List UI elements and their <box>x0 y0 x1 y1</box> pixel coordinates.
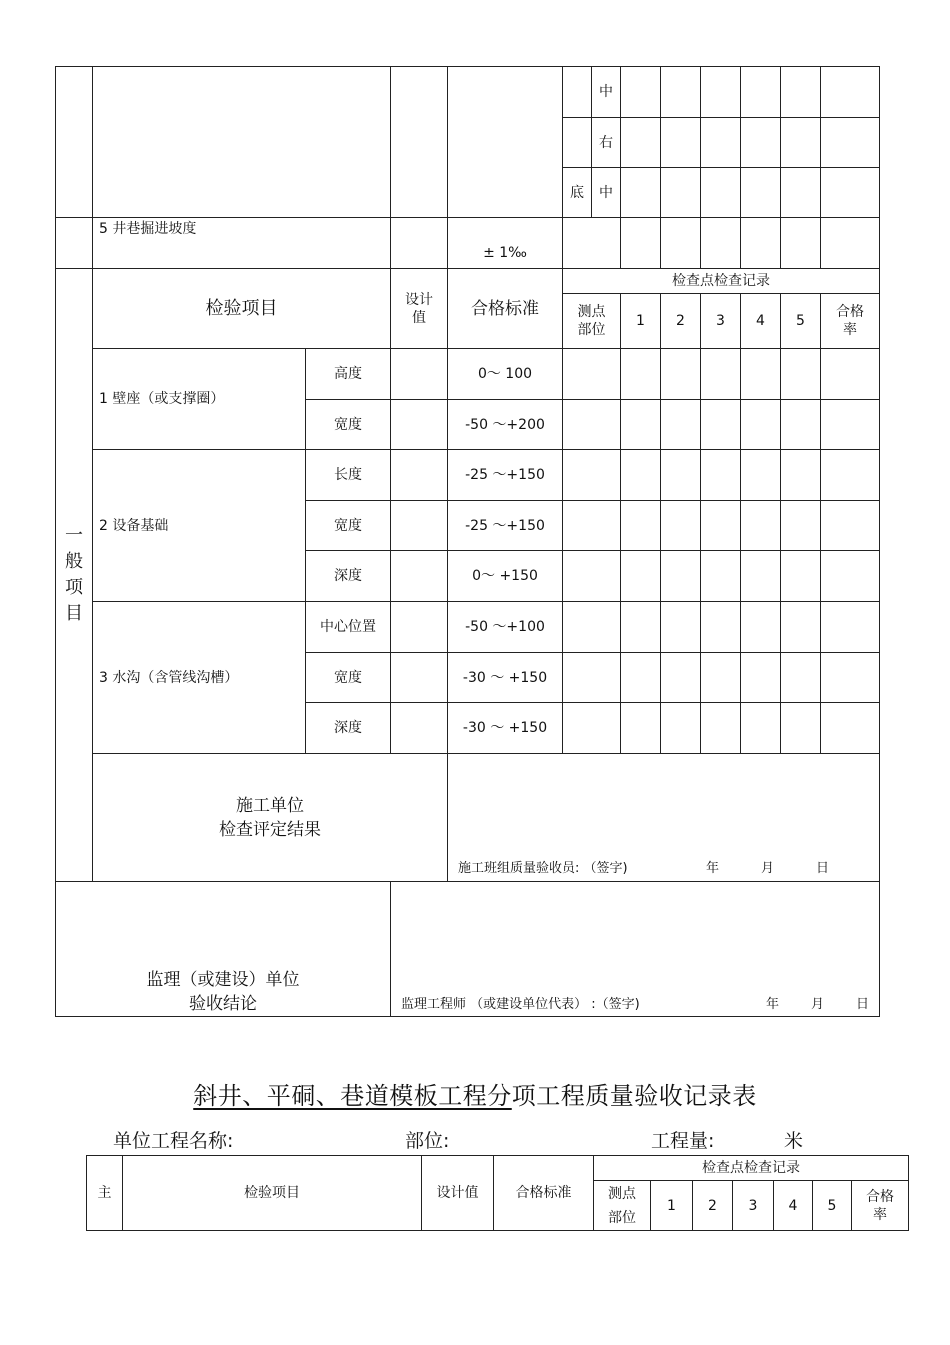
sub-item: 深度 <box>306 703 391 754</box>
header-col-1: 1 <box>621 294 661 349</box>
second-header-col-5: 5 <box>813 1181 852 1231</box>
sub-item: 宽度 <box>306 501 391 551</box>
general-items-label <box>56 269 93 882</box>
inspection-table <box>55 66 880 1017</box>
header-col-4: 4 <box>741 294 781 349</box>
second-header-col-1: 1 <box>651 1181 693 1231</box>
sub-item: 深度 <box>306 551 391 602</box>
second-header-col-2: 2 <box>693 1181 733 1231</box>
position-label: 部位: <box>405 1130 450 1152</box>
form-title <box>0 1076 950 1111</box>
general-items-text: 一 般 项 目 <box>65 525 83 624</box>
pos-label: 中 <box>592 168 621 218</box>
quantity-unit: 米 <box>784 1130 804 1152</box>
pos-label: 中 <box>592 67 621 118</box>
construction-month: 月 <box>760 861 774 876</box>
standard-value: -30 ～ +150 <box>448 653 563 703</box>
standard-value: -50 ～+200 <box>448 400 563 450</box>
header-pass-rate: 合格 率 <box>821 294 880 349</box>
group-name: 2 设备基础 <box>93 450 306 602</box>
second-header-pass-rate: 合格 率 <box>852 1181 909 1231</box>
header-col-5: 5 <box>781 294 821 349</box>
header-item: 检验项目 <box>93 269 391 349</box>
sub-item: 高度 <box>306 349 391 400</box>
supervision-signer: 监理工程师 （或建设单位代表） :（签字) <box>401 997 640 1012</box>
blank-cell <box>448 67 563 218</box>
form-title-rest: 项工程质量验收记录表 <box>511 1082 757 1110</box>
standard-value: -25 ～+150 <box>448 450 563 501</box>
second-header-record: 检查点检查记录 <box>594 1156 909 1181</box>
header-col-3: 3 <box>701 294 741 349</box>
standard-value: -25 ～+150 <box>448 501 563 551</box>
standard-value: 0～ 100 <box>448 349 563 400</box>
unit-name-label: 单位工程名称: <box>113 1130 234 1152</box>
second-header-point-location: 测点 部位 <box>594 1181 651 1231</box>
supervision-month: 月 <box>810 997 824 1012</box>
header-standard: 合格标准 <box>448 269 563 349</box>
second-header-item: 检验项目 <box>123 1156 422 1231</box>
pos-label: 右 <box>592 118 621 168</box>
blank-cell <box>56 67 93 218</box>
second-header-design-value: 设计值 <box>422 1156 494 1231</box>
standard-value: -50 ～+100 <box>448 602 563 653</box>
header-design-value: 设计 值 <box>391 269 448 349</box>
sub-item: 宽度 <box>306 653 391 703</box>
second-header-standard: 合格标准 <box>494 1156 594 1231</box>
construction-label: 施工单位 检查评定结果 <box>93 754 448 882</box>
supervision-day: 日 <box>855 997 869 1012</box>
form-title-underlined: 斜井、平硐、巷道模板工程分 <box>193 1082 512 1110</box>
supervision-label: 监理（或建设）单位 验收结论 <box>56 882 391 1017</box>
main-label: 主 <box>87 1156 123 1231</box>
bottom-label: 底 <box>563 168 592 218</box>
supervision-signature <box>391 882 880 1017</box>
second-header-col-3: 3 <box>733 1181 774 1231</box>
standard-value: 0～ +150 <box>448 551 563 602</box>
sub-item: 长度 <box>306 450 391 501</box>
blank-cell <box>391 67 448 218</box>
sub-item: 中心位置 <box>306 602 391 653</box>
construction-day: 日 <box>815 861 829 876</box>
row5-standard: ± 1‰ <box>448 218 563 269</box>
construction-year: 年 <box>705 861 719 876</box>
second-header-col-4: 4 <box>774 1181 813 1231</box>
header-point-location: 测点 部位 <box>563 294 621 349</box>
group-name: 3 水沟（含管线沟槽） <box>93 602 306 754</box>
blank-cell <box>93 67 391 218</box>
standard-value: -30 ～ +150 <box>448 703 563 754</box>
blank-cell <box>563 67 592 118</box>
construction-signer: 施工班组质量验收员: （签字) <box>458 861 628 876</box>
quantity-label: 工程量: <box>651 1130 715 1152</box>
second-inspection-table <box>86 1155 909 1231</box>
header-col-2: 2 <box>661 294 701 349</box>
header-record: 检查点检查记录 <box>563 269 880 294</box>
supervision-year: 年 <box>765 997 779 1012</box>
sub-item: 宽度 <box>306 400 391 450</box>
construction-signature <box>448 754 880 882</box>
row5-item: 5 井巷掘进坡度 <box>93 218 391 269</box>
group-name: 1 壁座（或支撑圈） <box>93 349 306 450</box>
